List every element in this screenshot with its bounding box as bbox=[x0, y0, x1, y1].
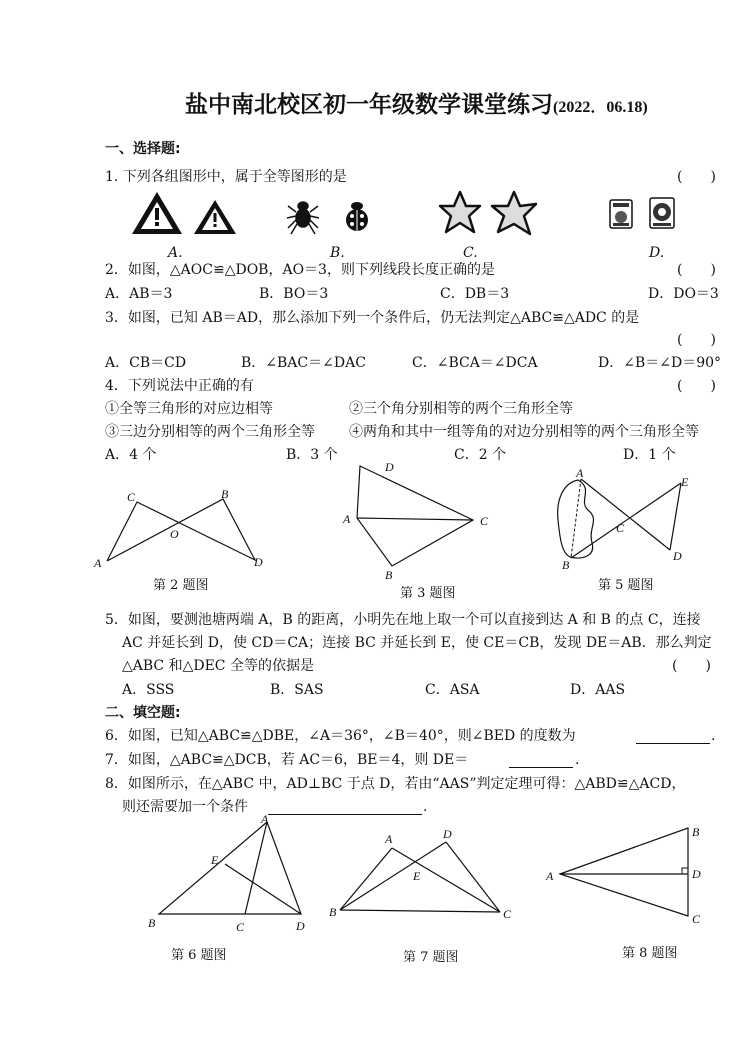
fig2-label: B bbox=[221, 487, 229, 501]
q7-answer-blank[interactable] bbox=[509, 766, 573, 768]
q1-option-d-figure bbox=[608, 196, 678, 232]
fig6-label: E bbox=[211, 853, 219, 867]
q3-option-c: C．∠BCA＝∠DCA bbox=[412, 355, 538, 371]
fig2-label: C bbox=[127, 490, 136, 504]
badge-icon bbox=[650, 198, 674, 228]
figure-q7 bbox=[325, 826, 525, 926]
fig5-label: D bbox=[673, 549, 682, 563]
fig7-label: C bbox=[503, 907, 512, 921]
q1-label-a: A. bbox=[168, 245, 183, 261]
fig8-label: A bbox=[546, 869, 554, 883]
q4-item-1: ①全等三角形的对应边相等 bbox=[105, 401, 273, 417]
q3-paren: ( ) bbox=[677, 332, 716, 348]
fig5-label: C bbox=[616, 521, 625, 535]
fig6-label: C bbox=[236, 920, 245, 934]
q8-end: . bbox=[423, 799, 428, 815]
q4-option-d: D．1 个 bbox=[623, 447, 676, 463]
q2-paren: ( ) bbox=[677, 262, 716, 278]
q4-option-b: B．3 个 bbox=[286, 447, 338, 463]
q5-option-b: B．SAS bbox=[270, 682, 324, 698]
fig7-label: E bbox=[413, 869, 421, 883]
fig5-label: E bbox=[681, 475, 689, 489]
fig7-label: A bbox=[385, 832, 393, 846]
fig2-label: O bbox=[170, 527, 179, 541]
q2-text: 2．如图，△AOC≌△DOB，AO＝3，则下列线段长度正确的是 bbox=[105, 262, 495, 278]
fig5-label: A bbox=[576, 466, 584, 480]
q4-item-4: ④两角和其中一组等角的对边分别相等的两个三角形全等 bbox=[349, 424, 699, 440]
fig7-label: B bbox=[329, 905, 337, 919]
fig6-label: B bbox=[148, 916, 156, 930]
fig3-label: C bbox=[480, 514, 489, 528]
q5-option-d: D．AAS bbox=[570, 682, 626, 698]
q4-text: 4．下列说法中正确的有 bbox=[105, 378, 254, 394]
q1-label-c: C. bbox=[463, 245, 478, 261]
fig2-label: D bbox=[254, 555, 263, 569]
q5-line1: 5．如图，要测池塘两端 A，B 的距离，小明先在地上取一个可以直接到达 A 和 B 的点 C，连接 bbox=[105, 612, 701, 628]
q5-paren: ( ) bbox=[672, 658, 711, 674]
fig3-caption: 第 3 题图 bbox=[400, 586, 456, 601]
q3-text: 3．如图，已知 AB＝AD，那么添加下列一个条件后，仍无法判定△ABC≌△ADC 的是 bbox=[105, 310, 640, 326]
q5-option-a: A．SSS bbox=[122, 682, 175, 698]
q6-text: 6．如图，已知△ABC≌△DBE，∠A＝36°，∠B＝40°，则∠BED 的度数为 bbox=[105, 728, 576, 744]
fig2-label: A bbox=[94, 556, 102, 570]
fig5-label: B bbox=[562, 558, 570, 572]
q8-line2: 则还需要加一个条件 bbox=[122, 799, 248, 815]
q2-option-a: A．AB＝3 bbox=[105, 286, 173, 302]
fig8-label: C bbox=[692, 912, 701, 926]
page-title: 盐中南北校区初一年级数学课堂练习(2022．06.18) bbox=[185, 92, 648, 118]
q1-option-c-figure bbox=[438, 190, 540, 238]
q1-option-b-figure bbox=[285, 196, 375, 238]
q5-option-c: C．ASA bbox=[425, 682, 480, 698]
section-choice: 一、选择题: bbox=[105, 141, 181, 157]
q6-answer-blank[interactable] bbox=[636, 742, 710, 744]
fig8-label: D bbox=[692, 867, 701, 881]
fig5-caption: 第 5 题图 bbox=[598, 578, 654, 593]
fig7-caption: 第 7 题图 bbox=[403, 950, 459, 965]
q4-option-a: A．4 个 bbox=[105, 447, 157, 463]
q1-label-d: D. bbox=[649, 245, 665, 261]
star-icon bbox=[440, 192, 480, 232]
fig6-caption: 第 6 题图 bbox=[171, 948, 227, 963]
fig8-label: B bbox=[692, 825, 700, 839]
fig3-label: A bbox=[343, 512, 351, 526]
q2-option-c: C．DB＝3 bbox=[440, 286, 510, 302]
q7-text: 7．如图，△ABC≌△DCB，若 AC＝6，BE＝4，则 DE＝ bbox=[105, 752, 469, 768]
figure-q5 bbox=[548, 465, 698, 575]
q1-text: 1. 下列各组图形中，属于全等图形的是 bbox=[105, 169, 347, 185]
fig3-label: D bbox=[385, 460, 394, 474]
q1-label-b: B. bbox=[330, 245, 345, 261]
figure-q2 bbox=[90, 480, 270, 575]
q4-item-2: ②三个角分别相等的两个三角形全等 bbox=[349, 401, 573, 417]
q4-item-3: ③三边分别相等的两个三角形全等 bbox=[105, 424, 315, 440]
q3-option-b: B．∠BAC＝∠DAC bbox=[241, 355, 366, 371]
q5-line3: △ABC 和△DEC 全等的依据是 bbox=[122, 658, 314, 674]
badge-icon bbox=[610, 200, 632, 228]
spider-icon bbox=[287, 202, 319, 234]
figure-q8 bbox=[542, 822, 712, 932]
q4-option-c: C．2 个 bbox=[454, 447, 507, 463]
q6-end: . bbox=[711, 728, 716, 744]
fig6-label: D bbox=[296, 919, 305, 933]
q7-end: . bbox=[575, 752, 580, 768]
q2-option-d: D．DO＝3 bbox=[648, 286, 719, 302]
date: (2022．06.18) bbox=[553, 99, 648, 116]
figure-q6 bbox=[140, 814, 320, 939]
fig7-label: D bbox=[443, 827, 452, 841]
fig6-label: A bbox=[261, 812, 269, 826]
fig8-caption: 第 8 题图 bbox=[622, 946, 678, 961]
section-fill: 二、填空题: bbox=[105, 705, 181, 721]
q1-paren: ( ) bbox=[677, 169, 716, 185]
fig2-caption: 第 2 题图 bbox=[153, 578, 209, 593]
star-icon bbox=[492, 192, 536, 234]
figure-q3 bbox=[340, 458, 500, 583]
q3-option-a: A．CB＝CD bbox=[105, 355, 187, 371]
ladybug-icon bbox=[346, 202, 368, 231]
fig3-label: B bbox=[385, 568, 393, 582]
q3-option-d: D．∠B＝∠D＝90° bbox=[598, 355, 722, 371]
q8-line1: 8．如图所示，在△ABC 中，AD⊥BC 于点 D，若由“AAS”判定定理可得：△ABD≌△ACD， bbox=[105, 776, 686, 792]
q2-option-b: B．BO＝3 bbox=[259, 286, 329, 302]
q1-option-a-figure bbox=[130, 190, 245, 238]
q4-paren: ( ) bbox=[677, 378, 716, 394]
q5-line2: AC 并延长到 D，使 CD＝CA；连接 BC 并延长到 E，使 CE＝CB，发现 DE＝AB．那么判定 bbox=[122, 635, 712, 651]
